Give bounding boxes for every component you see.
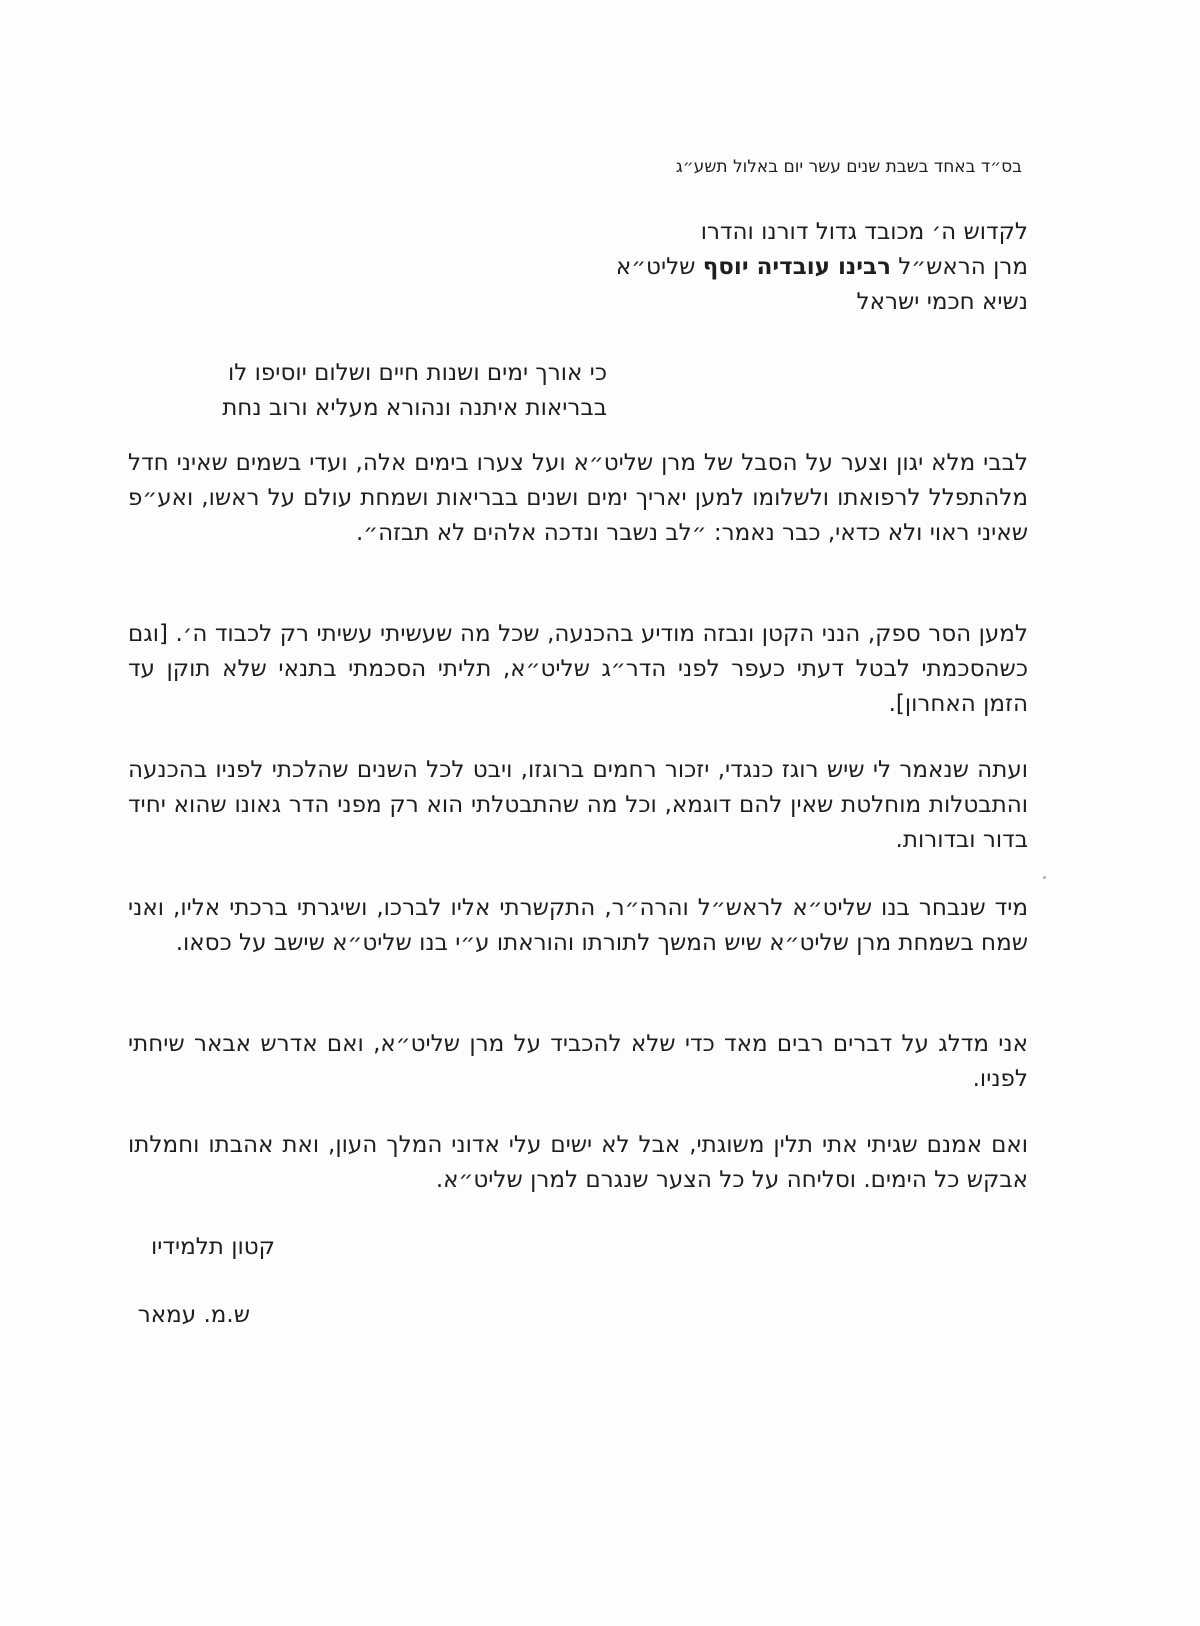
- closing-line: קטון תלמידיו: [151, 1234, 275, 1260]
- blessing-line-2: בבריאות איתנה ונהורא מעליא ורוב נחת: [222, 395, 607, 421]
- paragraph-6: ואם אמנם שגיתי אתי תלין משוגתי, אבל לא ישים עלי אדוני המלך העון, ואת אהבתו וחמלתו אבקש כל הימים. וסליחה על כל הצער שנגרם למרן שליט״א.: [128, 1132, 1028, 1193]
- address-line-1: לקדוש ה׳ מכובד גדול דורנו והדרו: [700, 219, 1028, 245]
- paragraph-2: למען הסר ספק, הנני הקטן ונבזה מודיע בהכנעה, שכל מה שעשיתי עשיתי רק לכבוד ה׳. [וגם כשהסכמתי לבטל דעתי כעפר לפני הדר״ג שליט״א, תליתי הסכמתי בתנאי שלא תוקן עד הזמן האחרון].: [128, 621, 1028, 717]
- paragraph-5: אני מדלג על דברים רבים מאד כדי שלא להכביד על מרן שליט״א, ואם אדרש אבאר שיחתי לפניו.: [128, 1031, 1028, 1092]
- address-line-3: נשיא חכמי ישראל: [856, 289, 1028, 315]
- date-line: בס״ד באחד בשבת שנים עשר יום באלול תשע״ג: [675, 157, 1022, 177]
- recipient-address: [508, 215, 1028, 320]
- scan-speck: [1043, 876, 1046, 879]
- signature: ש.מ. עמאר: [137, 1302, 250, 1328]
- blessing-line-1: כי אורך ימים ושנות חיים ושלום יוסיפו לו: [228, 360, 607, 386]
- paragraph-1: לבבי מלא יגון וצער על הסבל של מרן שליט״א ועל צערו בימים אלה, ועדי בשמים שאיני חדל מלהתפלל לרפואתו ולשלומו למען יאריך ימים ושנים בבריאות ושמחת עולם על ראשו, ואע״פ שאיני ראוי ולא כדאי, כבר נאמר: ״לב נשבר ונדכה אלהים לא תבזה״.: [128, 450, 1028, 546]
- address-title: מרן הראש״ל: [898, 254, 1028, 280]
- paragraph-4: מיד שנבחר בנו שליט״א לראש״ל והרה״ר, התקשרתי אליו לברכו, ושיגרתי ברכתי אליו, ואני שמח בשמחת מרן שליט״א שיש המשך לתורתו והוראתו ע״י בנו שליט״א שישב על כסאו.: [128, 895, 1028, 956]
- address-line-2: [508, 250, 1028, 285]
- address-honorific: שליט״א: [615, 254, 696, 280]
- blessing: [137, 356, 607, 426]
- recipient-name: רבינו עובדיה יוסף: [702, 254, 891, 280]
- paragraph-3: ועתה שנאמר לי שיש רוגז כנגדי, יזכור רחמים ברוגזו, ויבט לכל השנים שהלכתי לפניו בהכנעה והתבטלות מוחלטת שאין להם דוגמא, וכל מה שהתבטלתי הוא רק מפני הדר גאונו שהוא יחיד בדור ובדורות.: [128, 757, 1028, 853]
